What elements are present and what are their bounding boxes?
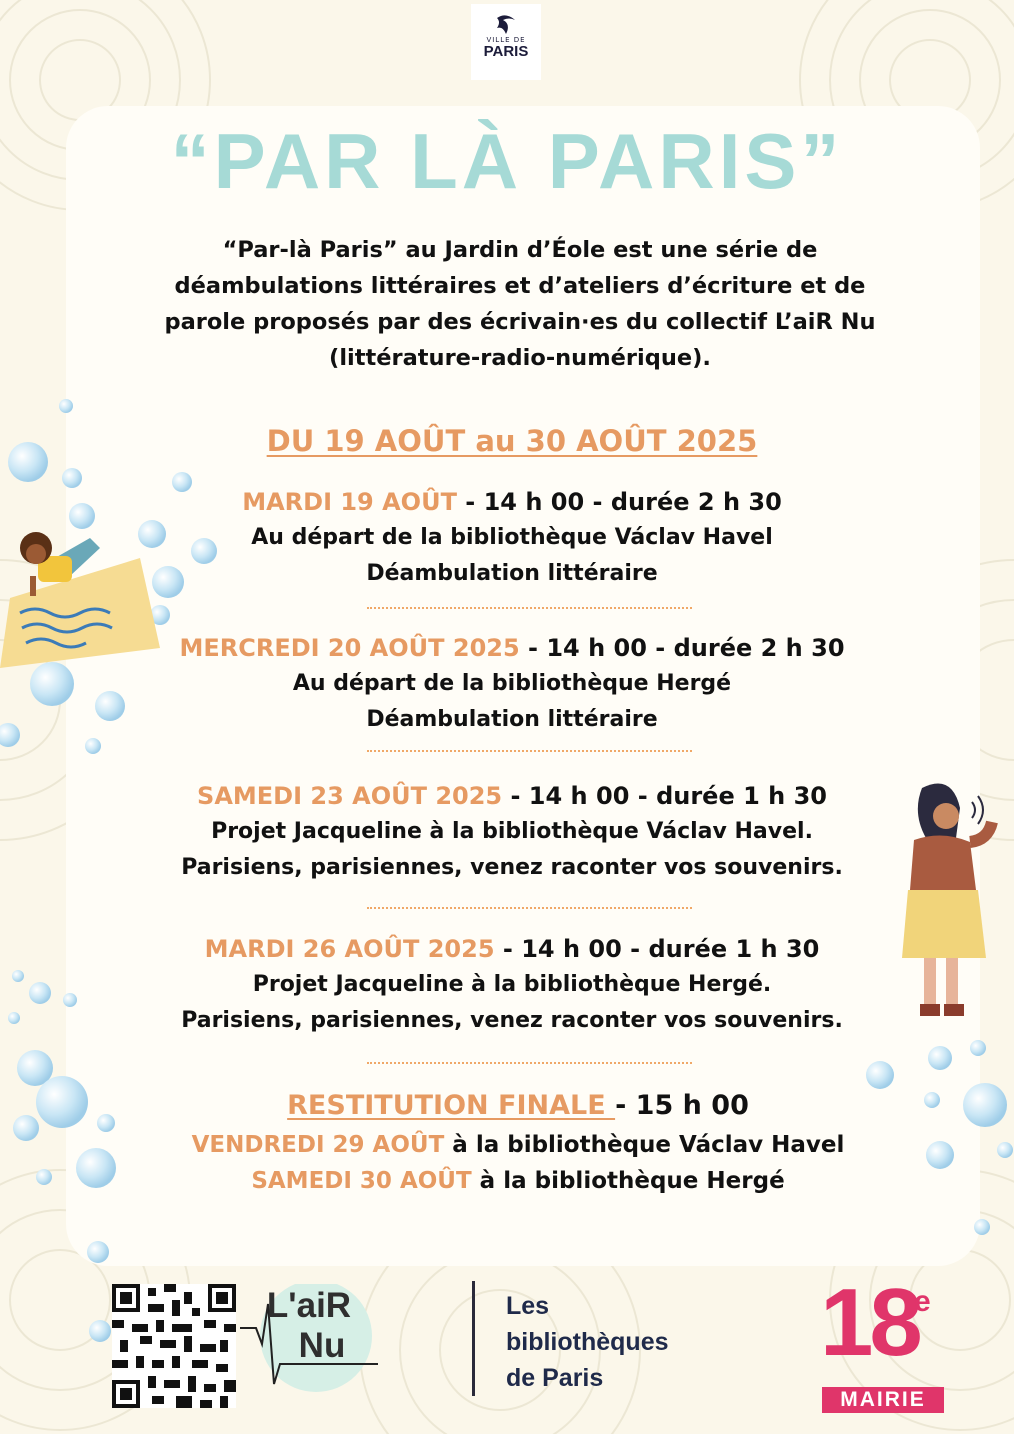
qr-code[interactable] [112, 1284, 236, 1408]
woman-speaking-illustration [892, 778, 1014, 1028]
period-heading: DU 19 AOÛT au 30 AOÛT 2025 [266, 424, 758, 458]
intro-line: parole proposés par des écrivain·es du collectif L’aiR Nu [164, 309, 876, 335]
event-location: Au départ de la bibliothèque Hergé [292, 671, 732, 696]
lair-line: L'aiR [266, 1286, 352, 1325]
event-type: Déambulation littéraire [366, 707, 658, 732]
biblio-line: Les [506, 1292, 550, 1320]
event-location: Au départ de la bibliothèque Václav Havel [251, 525, 773, 550]
final-place: à la bibliothèque Václav Havel [444, 1132, 845, 1158]
intro-line: “Par-là Paris” au Jardin d’Éole est une série de [222, 237, 818, 263]
event-location: Projet Jacqueline à la bibliothèque Hergé. [252, 972, 772, 997]
event-time: - 14 h 00 - durée 2 h 30 [519, 634, 845, 662]
lair-line: Nu [298, 1326, 346, 1365]
biblio-line: de Paris [506, 1364, 604, 1392]
final-day: VENDREDI 29 AOÛT [191, 1132, 445, 1158]
event-description: Parisiens, parisiennes, venez raconter vos souvenirs. [181, 855, 843, 880]
biblio-line: bibliothèques [506, 1328, 669, 1356]
page-title: “PAR LÀ PARIS” [170, 117, 844, 205]
mairie-superscript: e [914, 1285, 931, 1318]
event-type: Déambulation littéraire [366, 561, 658, 586]
event-location: Projet Jacqueline à la bibliothèque Václav Havel. [211, 819, 813, 844]
final-label: RESTITUTION FINALE [287, 1090, 616, 1121]
final-place: à la bibliothèque Hergé [471, 1168, 785, 1194]
bibliotheques-de-paris-logo [506, 1288, 669, 1396]
event-day: MARDI 19 AOÛT [242, 488, 457, 516]
logo-ville-text: VILLE DE [486, 36, 526, 44]
event-time: - 14 h 00 - durée 1 h 30 [494, 935, 820, 963]
intro-line: (littérature-radio-numérique). [329, 345, 711, 371]
event-day: SAMEDI 23 AOÛT 2025 [197, 782, 503, 810]
event-time: - 14 h 00 - durée 2 h 30 [456, 488, 782, 516]
final-time: - 15 h 00 [615, 1090, 749, 1121]
lair-nu-text [254, 1286, 364, 1366]
final-day: SAMEDI 30 AOÛT [251, 1168, 472, 1194]
mairie-number: 18 [820, 1269, 919, 1376]
event-day: MARDI 26 AOÛT 2025 [204, 935, 495, 963]
mairie-label: MAIRIE [822, 1387, 944, 1413]
event-time: - 14 h 00 - durée 1 h 30 [502, 782, 827, 810]
intro-line: déambulations littéraires et d’ateliers d’écriture et de [174, 273, 866, 299]
logo-paris-text: PARIS [483, 43, 529, 60]
footer-divider [472, 1281, 475, 1396]
event-day: MERCREDI 20 AOÛT 2025 [179, 634, 520, 662]
child-writing-illustration [0, 518, 170, 668]
event-description: Parisiens, parisiennes, venez raconter vos souvenirs. [181, 1008, 843, 1033]
